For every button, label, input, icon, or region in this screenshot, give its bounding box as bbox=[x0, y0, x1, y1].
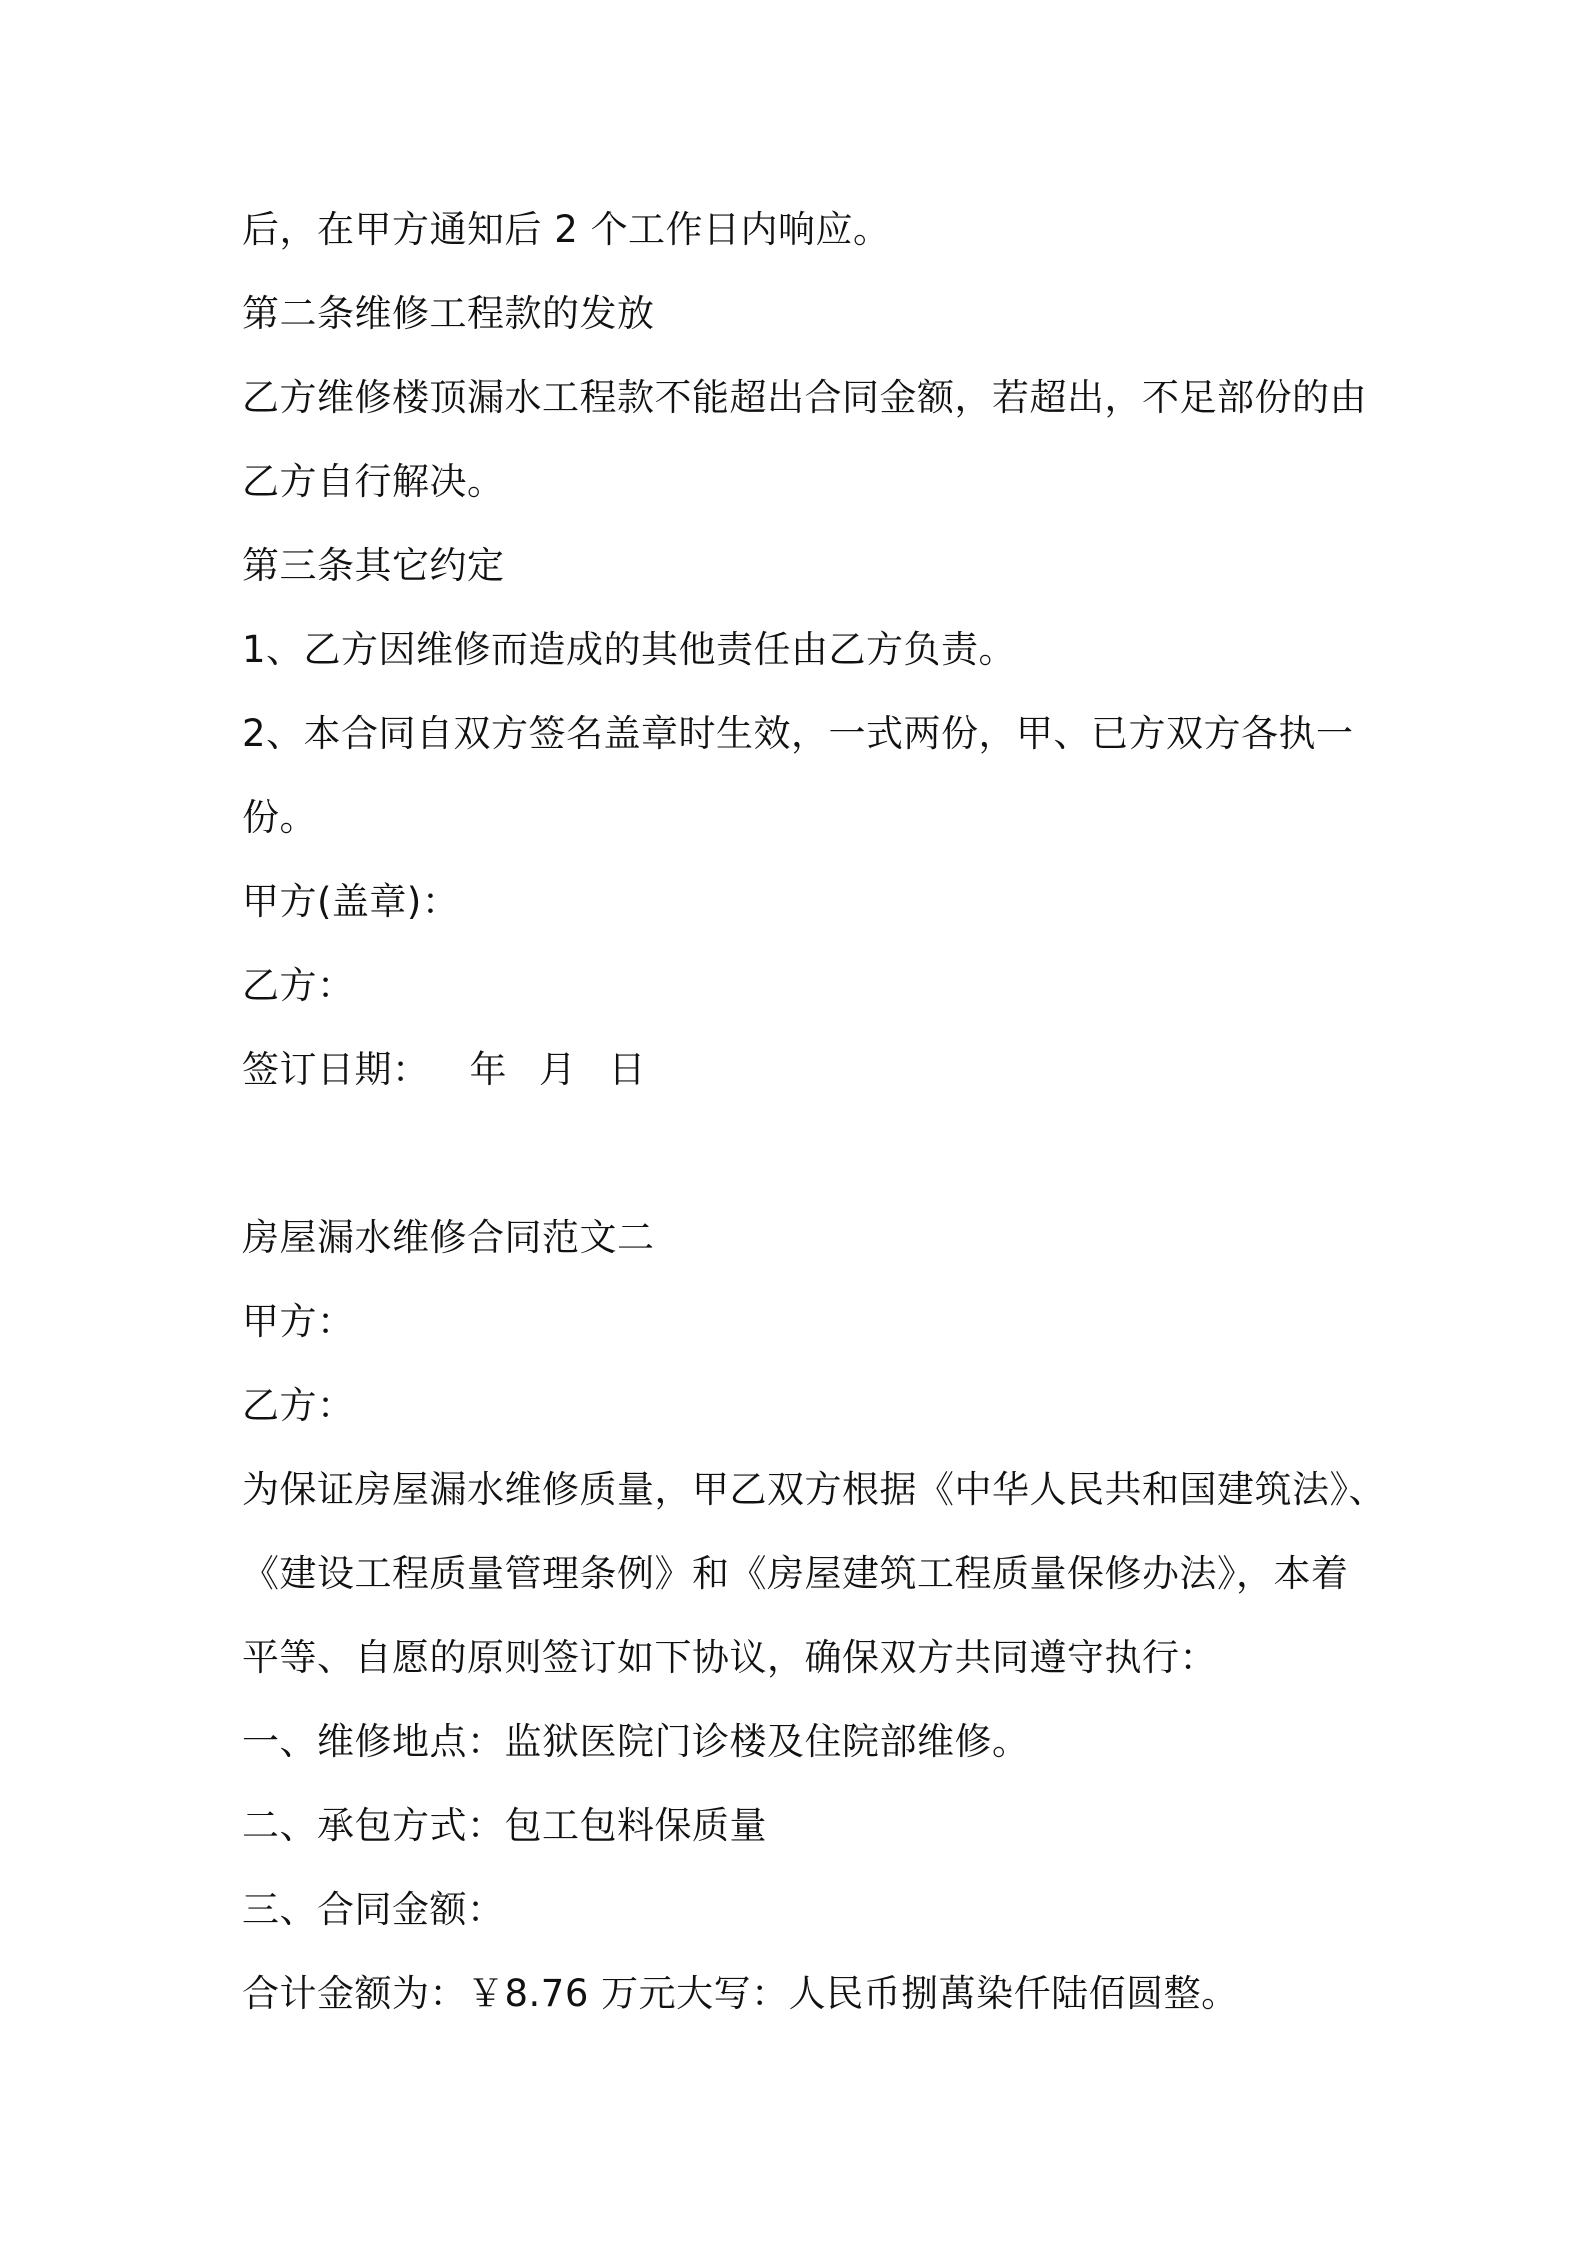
sign-date-day: 日 bbox=[608, 1048, 646, 1091]
article-2-heading: 第二条维修工程款的发放 bbox=[242, 292, 655, 335]
paragraph-line: 为保证房屋漏水维修质量，甲乙双方根据《中华人民共和国建筑法》、 bbox=[242, 1468, 1386, 1511]
sign-date-line bbox=[242, 1046, 646, 1094]
paragraph-line: 2、本合同自双方签名盖章时生效，一式两份，甲、已方双方各执一 bbox=[242, 712, 1354, 755]
article-3-heading: 第三条其它约定 bbox=[242, 544, 505, 587]
paragraph-line: 乙方自行解决。 bbox=[242, 460, 505, 503]
sign-date-month: 月 bbox=[539, 1048, 577, 1091]
paragraph-line: 1、乙方因维修而造成的其他责任由乙方负责。 bbox=[242, 628, 1017, 671]
paragraph-line: 乙方维修楼顶漏水工程款不能超出合同金额，若超出，不足部份的由 bbox=[242, 376, 1367, 419]
paragraph-line: 后，在甲方通知后 2 个工作日内响应。 bbox=[242, 208, 891, 251]
sign-date-year: 年 bbox=[469, 1048, 507, 1091]
paragraph-line: 《建设工程质量管理条例》和《房屋建筑工程质量保修办法》，本着 bbox=[242, 1552, 1349, 1595]
total-amount-line: 合计金额为：￥8.76 万元大写：人民币捌萬染仟陆佰圆整。 bbox=[242, 1972, 1239, 2015]
party-a-line: 甲方： bbox=[242, 1300, 355, 1343]
clause-repair-location: 一、维修地点：监狱医院门诊楼及住院部维修。 bbox=[242, 1720, 1030, 1763]
clause-contract-method: 二、承包方式：包工包料保质量 bbox=[242, 1804, 767, 1847]
party-a-seal-line: 甲方(盖章)： bbox=[242, 880, 460, 923]
clause-contract-amount: 三、合同金额： bbox=[242, 1888, 505, 1931]
party-b-line: 乙方： bbox=[242, 964, 355, 1007]
paragraph-line: 份。 bbox=[242, 796, 317, 839]
party-b-line: 乙方： bbox=[242, 1384, 355, 1427]
paragraph-line: 平等、自愿的原则签订如下协议，确保双方共同遵守执行： bbox=[242, 1636, 1217, 1679]
sign-date-label: 签订日期： bbox=[242, 1048, 430, 1091]
section-title: 房屋漏水维修合同范文二 bbox=[242, 1216, 655, 1259]
